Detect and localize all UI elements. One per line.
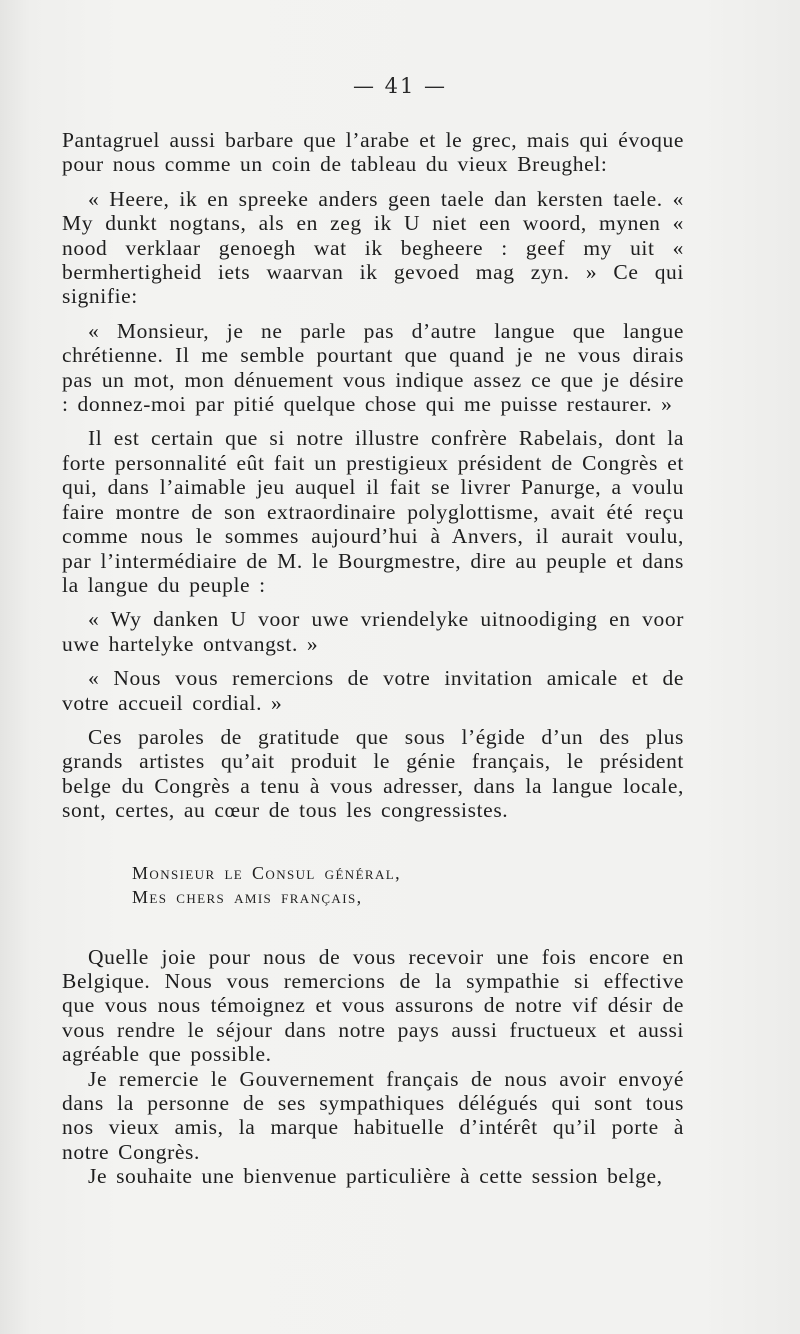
salutation-line: Monsieur le Consul général, xyxy=(132,862,402,883)
flemish-quote: « Heere, ik en spreeke anders geen taele dan kersten taele. « My dunkt nogtans, als en zeg ik U niet een woord, mynen « nood verklaar genoegh wat ik begheere : geef my uit « bermhertigheid iets waarvan ik gevoed mag zyn. » Ce qui signifie: xyxy=(62,186,684,309)
salutation-line: Mes chers amis français, xyxy=(132,886,363,907)
french-translation-quote: « Nous vous remercions de votre invitation amicale et de votre accueil cordial. » xyxy=(62,666,684,715)
french-translation-quote: « Monsieur, je ne parle pas d’autre langue que langue chrétienne. Il me semble pourtant que quand je ne vous dirais pas un mot, mon dénuement vous indique assez ce que je désire : donnez-moi par pitié quelque chose qui me puisse restaurer. » xyxy=(62,318,684,417)
salutation xyxy=(132,861,684,909)
paragraph: Pantagruel aussi barbare que l’arabe et le grec, mais qui évoque pour nous comme un coin de tableau du vieux Breughel: xyxy=(62,128,684,177)
paragraph: Il est certain que si notre illustre confrère Rabelais, dont la forte personnalité eût fait un prestigieux président de Congrès et qui, dans l’aimable jeu auquel il fait se livrer Panurge, a voulu faire montre de son extraordinaire polyglottisme, avait été reçu comme nous le sommes aujourd’hui à Anvers, il aurait voulu, par l’intermédiaire de M. le Bourgmestre, dire au peuple et dans la langue du peuple : xyxy=(62,426,684,597)
flemish-quote: « Wy danken U voor uwe vriendelyke uitnoodiging en voor uwe hartelyke ontvangst. » xyxy=(62,607,684,656)
paragraph: Ces paroles de gratitude que sous l’égide d’un des plus grands artistes qu’ait produit le génie français, le président belge du Congrès a tenu à vous adresser, dans la langue locale, sont, certes, au cœur de tous les congressistes. xyxy=(62,724,684,823)
page-number: — 41 — xyxy=(352,74,448,98)
body-text xyxy=(62,128,684,1189)
paragraph: Quelle joie pour nous de vous recevoir une fois encore en Belgique. Nous vous remercions de la sympathie si effective que vous nous témoignez et vous assurons de notre vif désir de vous rendre le séjour dans notre pays aussi fructueux et aussi agréable que possible. xyxy=(62,944,684,1067)
paragraph: Je souhaite une bienvenue particulière à cette session belge, xyxy=(88,1164,663,1189)
paragraph: Je remercie le Gouvernement français de nous avoir envoyé dans la personne de ses sympathiques délégués qui sont tous nos vieux amis, la marque habituelle d’intérêt qu’il porte à notre Congrès. xyxy=(62,1066,684,1164)
